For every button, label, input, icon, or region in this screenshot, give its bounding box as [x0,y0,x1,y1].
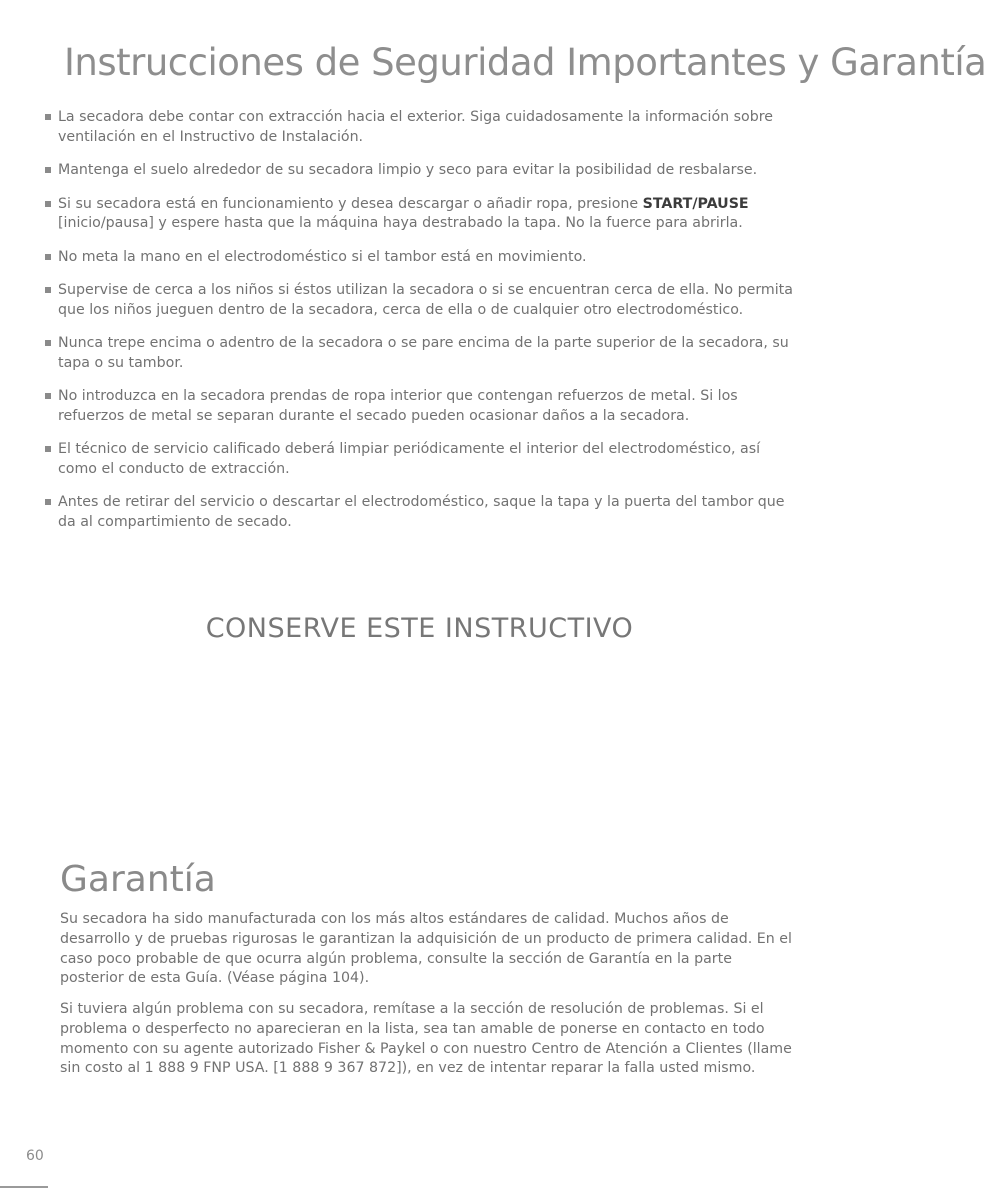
list-item-text-before: Si su secadora está en funcionamiento y desea descargar o añadir ropa, presione [58,195,643,212]
list-item-text: Supervise de cerca a los niños si éstos utilizan la secadora o si se encuentran cerca de ella. No permita que los niños jueguen dentro de la secadora, cerca de ella o de cualquier otro electrodoméstico. [58,282,793,318]
save-instructions-notice: CONSERVE ESTE INSTRUCTIVO [205,613,634,644]
list-item [44,195,800,234]
warranty-paragraph-1: Su secadora ha sido manufacturada con los más altos estándares de calidad. Muchos años de desarrollo y de pruebas rigurosas le garantizan la adquisición de un producto de primera calidad. En el caso poco probable de que ocurra algún problema, consulte la sección de Garantía en la parte posterior de esta Guía. (Véase página 104). [60,911,792,987]
warranty-paragraph-2: Si tuviera algún problema con su secadora, remítase a la sección de resolución de problemas. Si el problema o desperfecto no aparecieran en la lista, sea tan amable de ponerse en contacto en todo momento con su agente autorizado Fisher & Paykel o con nuestro Centro de Atención a Clientes (llame sin costo al 1 888 9 FNP USA. [1 888 9 367 872]), en vez de intentar reparar la falla usted mismo. [60,1001,792,1077]
list-item [44,161,800,181]
square-bullet-icon [45,114,51,120]
list-item-text: El técnico de servicio calificado deberá limpiar periódicamente el interior del electrodoméstico, así como el conducto de extracción. [58,441,761,477]
list-item [44,108,800,147]
list-item-text: Antes de retirar del servicio o descartar el electrodoméstico, saque la tapa y la puerta del tambor que da al compartimiento de secado. [58,494,785,530]
square-bullet-icon [45,167,51,173]
square-bullet-icon [45,499,51,505]
start-pause-label: START/PAUSE [642,195,749,212]
square-bullet-icon [45,340,51,346]
list-item [44,248,800,268]
list-item [44,281,800,320]
list-item-text: No introduzca en la secadora prendas de ropa interior que contengan refuerzos de metal. Si los refuerzos de metal se separan durante el secado pueden ocasionar daños a la secadora. [58,388,738,424]
warranty-heading: Garantía [60,859,216,900]
square-bullet-icon [45,201,51,207]
list-item-text: Mantenga el suelo alrededor de su secadora limpio y seco para evitar la posibilidad de resbalarse. [58,162,758,178]
list-item [44,493,800,532]
square-bullet-icon [45,287,51,293]
square-bullet-icon [45,446,51,452]
page-title: Instrucciones de Seguridad Importantes y Garantía [64,41,986,84]
bottom-rule [0,1186,48,1188]
safety-instructions-list [44,108,800,546]
list-item-text: La secadora debe contar con extracción hacia el exterior. Siga cuidadosamente la información sobre ventilación en el Instructivo de Instalación. [58,109,773,145]
list-item [44,440,800,479]
list-item-text-after: [inicio/pausa] y espere hasta que la máquina haya destrabado la tapa. No la fuerce para abrirla. [58,215,743,231]
square-bullet-icon [45,254,51,260]
list-item [44,387,800,426]
list-item-text: No meta la mano en el electrodoméstico si el tambor está en movimiento. [58,248,587,265]
list-item [44,334,800,373]
square-bullet-icon [45,393,51,399]
list-item-text: Nunca trepe encima o adentro de la secadora o se pare encima de la parte superior de la secadora, su tapa o su tambor. [58,335,789,371]
page-number: 60 [26,1148,44,1164]
